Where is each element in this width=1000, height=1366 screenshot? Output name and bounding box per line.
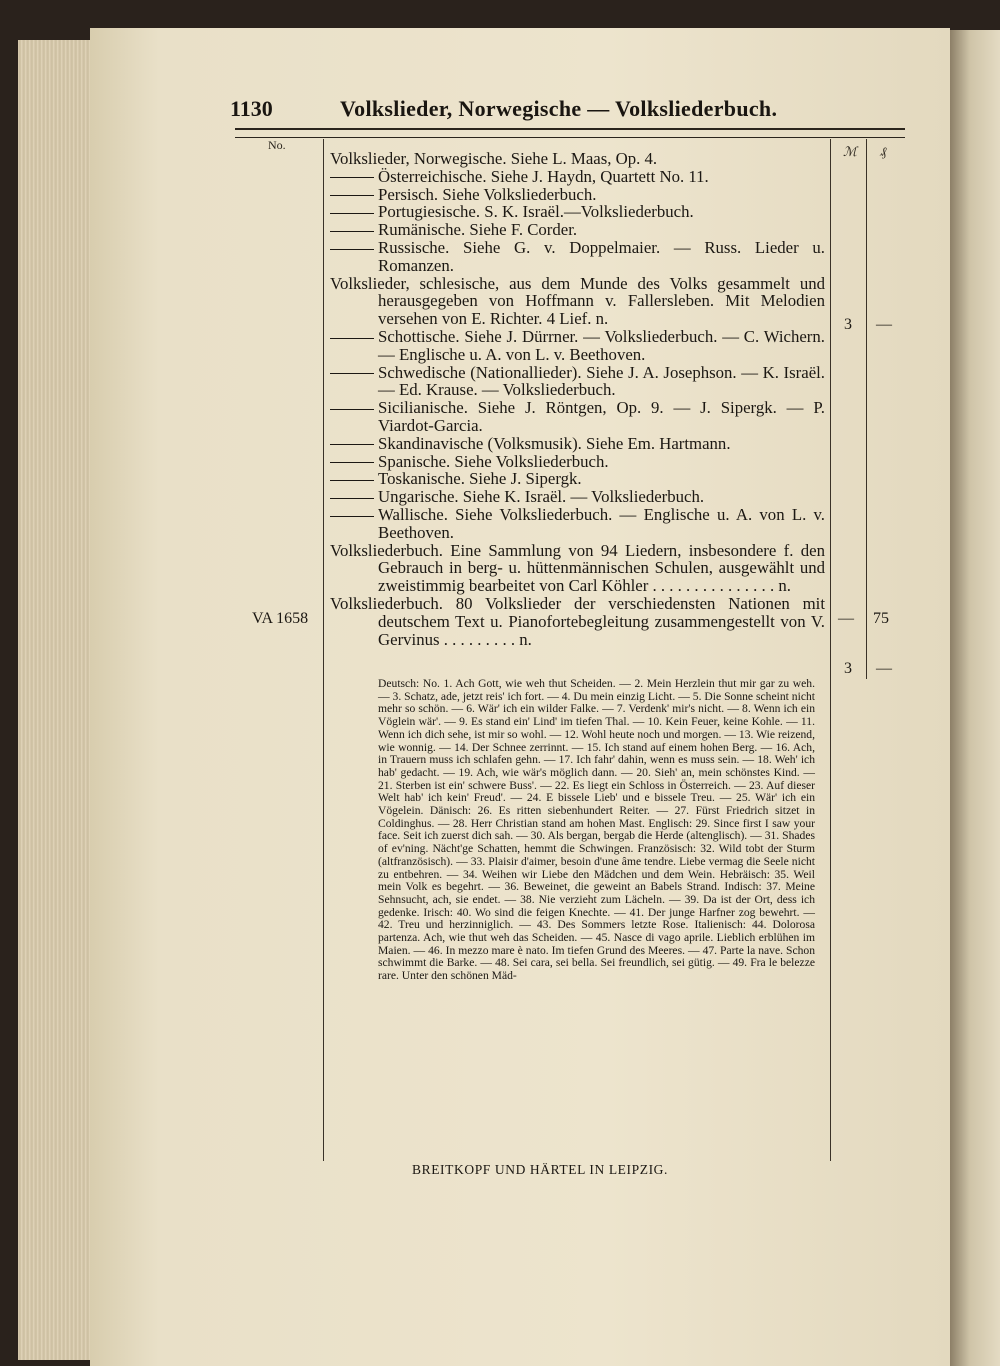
repeat-dash (330, 249, 374, 250)
header-rule (235, 128, 905, 130)
entry: Persisch. Siehe Volksliederbuch. (330, 186, 825, 204)
running-title: Volkslieder, Norwegische — Volksliederbuch. (340, 96, 778, 121)
facing-page-edge (950, 30, 1000, 1366)
repeat-dash (330, 338, 374, 339)
entry: Wallische. Siehe Volksliederbuch. — Englische u. A. von L. v. Beethoven. (330, 506, 825, 542)
repeat-dash (330, 462, 374, 463)
entry: Russische. Siehe G. v. Doppelmaier. — Russ. Lieder u. Romanzen. (330, 239, 825, 275)
song-contents-text: Deutsch: No. 1. Ach Gott, wie weh thut Scheiden. — 2. Mein Herzlein thut mir gar zu weh. — 3. Schatz, ade, jetzt reis' ich fort. — 4. Du mein einzig Licht. — 5. Die Sonne scheint nicht mehr so schön. — 6. Wär' ich ein wilder Falke. — 7. Verdenk' mir's nicht. — 8. Wenn ich ein Vöglein wär'. — 9. Es stand ein' Lind' im tiefen Thal. — 10. Kein Feuer, keine Kohle. — 11. Wenn ich dich sehe, ist mir so wohl. — 12. Wohl heute noch und morgen. — 13. Wie reizend, wie wonnig. — 14. Der Schnee zerrinnt. — 15. Ich stand auf einem hohen Berg. — 16. Ach, in Trauern muss ich schlafen gehn. — 17. Ich fahr' dahin, wenn es muss sein. — 18. Weh' ich hab' gedacht. — 19. Ach, wie wär's möglich dann. — 20. Sieh' an, mein schönstes Kind. — 21. Sterben ist ein' schwere Buss'. — 22. Es liegt ein Schloss in Österreich. — 23. Auf dieser Welt hab' ich kein' Freud'. — 24. E bissele Lieb' und e bissele Treu. — 25. Wär' ich ein Vögelein. Dänisch: 26. Es ritten siebenhundert Reiter. — 27. Fürst Friedrich sitzet in Coldinghus. — 28. Herr Christian stand am hohen Mast. Englisch: 29. Since first I saw your face. Seit ich zuerst dich sah. — 30. Als bergan, bergab die Herde (altenglisch). — 31. Shades of ev'ning. Nächt'ge Schatten, hemmt die Schwingen. Französisch: 32. Wild tobt der Sturm (altfranzösisch). — 33. Plaisir d'aimer, besoin d'une âme tendre. Liebe vermag die Seele nicht zu entbehren. — 34. Weihen wir Liebe den Mädchen und dem Wein. Hebräisch: 35. Weil mein Volk es begehrt. — 36. Beweinet, die geweint an Babels Strand. Indisch: 37. Meine Sehnsucht, ach, sie endet. — 38. Nie verzieht zum Lächeln. — 39. Da ist der Ort, dess ich gedenke. Irisch: 40. Wo sind die feigen Knechte. — 41. Der junge Harfner zog bewehrt. — 42. Treu und herzinniglich. — 43. Des Sommers letzte Rose. Italienisch: 44. Dolorosa partenza. Ach, wie thut weh das Scheiden. — 45. Nasce di vago aprile. Lieblich erblühen im Maien. — 46. In mezzo mare è nato. Im tiefen Grund des Meeres. — 47. Parte la nave. Schon schwimmt die Barke. — 48. Sei cara, sei bella. Sei freundlich, sei gütig. — 49. Fra le belezze rare. Unter den schönen Mäd- (378, 677, 815, 983)
repeat-dash (330, 177, 374, 178)
repeat-dash (330, 231, 374, 232)
column-divider-mark (830, 139, 831, 1161)
entry-list (330, 150, 825, 648)
entry: Österreichische. Siehe J. Haydn, Quartett No. 11. (330, 168, 825, 186)
entry: Schottische. Siehe J. Dürrner. — Volksliederbuch. — C. Wichern. — Englische u. A. von L. v. Beethoven. (330, 328, 825, 364)
price-mark: 3 (844, 660, 852, 677)
column-header-no: No. (268, 138, 286, 152)
entry: Volkslieder, Norwegische. Siehe L. Maas, Op. 4. (330, 149, 658, 168)
publisher-footer: BREITKOPF UND HÄRTEL IN LEIPZIG. (412, 1162, 668, 1177)
column-divider-pf (866, 139, 867, 679)
repeat-dash (330, 409, 374, 410)
header-rule-thin (235, 137, 905, 138)
entry: Rumänische. Siehe F. Corder. (330, 221, 825, 239)
entry: Sicilianische. Siehe J. Röntgen, Op. 9. — J. Sipergk. — P. Viardot-Garcia. (330, 399, 825, 435)
entry: Volksliederbuch. Eine Sammlung von 94 Liedern, insbesondere f. den Gebrauch in berg- u. hüttenmännischen Schulen, ausgewählt und zweistimmig bearbeitet von Carl Köhler . . . . . . . . . . . . . . . n. (330, 540, 825, 596)
price-mark: — (838, 610, 854, 627)
entry: Volkslieder, schlesische, aus dem Munde des Volks gesammelt und herausgegeben von Hoffmann v. Fallersleben. Mit Melodien versehen von E. Richter. 4 Lief. n. (330, 273, 825, 329)
entry: Skandinavische (Volksmusik). Siehe Em. Hartmann. (330, 435, 825, 453)
repeat-dash (330, 498, 374, 499)
price-pf: — (876, 660, 892, 677)
entry: Schwedische (Nationallieder). Siehe J. A. Josephson. — K. Israël. — Ed. Krause. — Volksliederbuch. (330, 364, 825, 400)
book-page-edges (18, 40, 98, 1360)
repeat-dash (330, 373, 374, 374)
repeat-dash (330, 480, 374, 481)
catalog-number: VA 1658 (252, 610, 309, 627)
column-divider-no (323, 139, 324, 1161)
entry: Toskanische. Siehe J. Sipergk. (330, 470, 825, 488)
price-pf: 75 (873, 610, 889, 627)
repeat-dash (330, 516, 374, 517)
price-mark: 3 (844, 316, 852, 333)
entry: Spanische. Siehe Volksliederbuch. (330, 453, 825, 471)
repeat-dash (330, 213, 374, 214)
entry: Ungarische. Siehe K. Israël. — Volksliederbuch. (330, 488, 825, 506)
price-pf: — (876, 316, 892, 333)
entry: Volksliederbuch. 80 Volkslieder der verschiedensten Nationen mit deutschem Text u. Pianofortebegleitung zusammengestellt von V. Gervinus . . . . . . . . . n. (330, 593, 825, 649)
column-header-pf: ₰ (880, 144, 887, 159)
column-header-mark: ℳ (843, 144, 857, 159)
page-number: 1130 (230, 96, 273, 121)
repeat-dash (330, 195, 374, 196)
repeat-dash (330, 444, 374, 445)
entry: Portugiesische. S. K. Israël.—Volksliederbuch. (330, 203, 825, 221)
song-contents (378, 678, 815, 983)
